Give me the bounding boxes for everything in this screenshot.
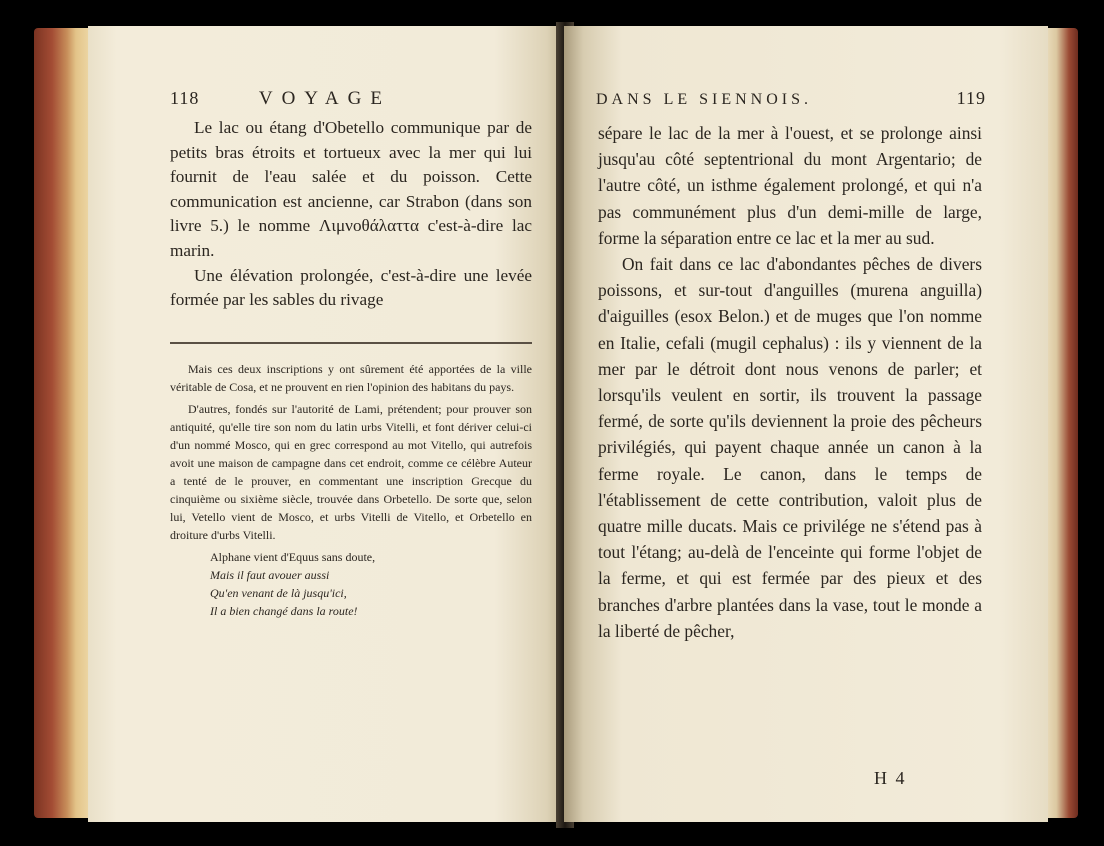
left-paragraph-1: Le lac ou étang d'Obetello communique par de petits bras étroits et tortueux avec la mer qui lui fournit de l'eau salée et du poisson. Cette communication est ancienne, car Strabon (dans son livre 5.) le nomme Λιμνοθάλαττα c'est-à-dire lac marin. [170,118,532,260]
right-page [564,26,1048,822]
verse-line: Alphane vient d'Equus sans doute, [210,550,376,564]
footnote-1: Mais ces deux inscriptions y ont sûrement été apportées de la ville véritable de Cosa, et ne prouvent en rien l'opinion des habitans du pays. [170,362,532,394]
left-page-number: 118 [170,88,200,108]
right-body-text [598,120,982,644]
right-paragraph-2: On fait dans ce lac d'abondantes pêches de divers poissons, et sur-tout d'anguilles (murena anguilla) d'aiguilles (esox Belon.) et de muges que l'on nomme en Italie, cefali (mugil cephalus) : ils y viennent de la mer par le détroit dont nous venons de parler; et lorsqu'ils veulent en sortir, ils trouvent la passage fermé, de sorte qu'ils deviennent la proie des pêcheurs privilégiés, qui payent chaque année un canon à la ferme royale. Le canon, dans le temps de l'établissement de cette contribution, valoit plus de quatre mille ducats. Mais ce privilége ne s'étend pas à tout l'étang; au-delà de l'enceinte qui forme l'objet de la ferme, et qui est fermée par des pieux et des branches d'arbre plantées dans la vase, tout le monde a la liberté de pêcher, [598,254,982,641]
verse-quote [170,548,532,620]
book-cover-left [34,28,94,818]
right-page-number: 119 [956,88,986,108]
right-page-header [596,88,986,109]
right-paragraph-1: sépare le lac de la mer à l'ouest, et se prolonge ainsi jusqu'au côté septentrional du mont Argentario; de l'autre côté, un isthme également prolongé, et qui n'a pas communément plus d'un demi-mille de large, forme la séparation entre ce lac et la mer au sud. [598,123,982,248]
verse-line: Il a bien changé dans la route! [210,604,358,618]
verse-line: Qu'en venant de là jusqu'ici, [210,586,347,600]
left-page-header [170,88,530,110]
left-running-title: VOYAGE [258,88,391,109]
footnotes [170,360,532,620]
left-paragraph-2: Une élévation prolongée, c'est-à-dire une levée formée par les sables du rivage [170,265,532,310]
left-body-text [170,116,532,313]
open-book [34,22,1078,828]
verse-line: Mais il faut avouer aussi [210,568,330,582]
footnote-2: D'autres, fondés sur l'autorité de Lami, prétendent; pour prouver son antiquité, qu'elle tire son nom du latin urbs Vitelli, et font dériver celui-ci d'un nommé Mosco, qui en grec correspond au mot Vitello, qui autrefois avoit une maison de campagne dans cet endroit, comme ce célèbre Auteur a tenté de le prouver, en commentant une inscription Grecque du cinquième ou sixième siècle, trouvée dans Orbetello. De sorte que, selon lui, Vetello vient de Mosco, et urbs Vitelli de Vitello, et Orbetello en droiture d'urbs Vitelli. [170,402,532,542]
left-page [88,26,566,822]
right-running-title: DANS LE SIENNOIS. [596,91,812,108]
footnote-rule [170,342,532,344]
signature-mark: H 4 [874,768,907,788]
